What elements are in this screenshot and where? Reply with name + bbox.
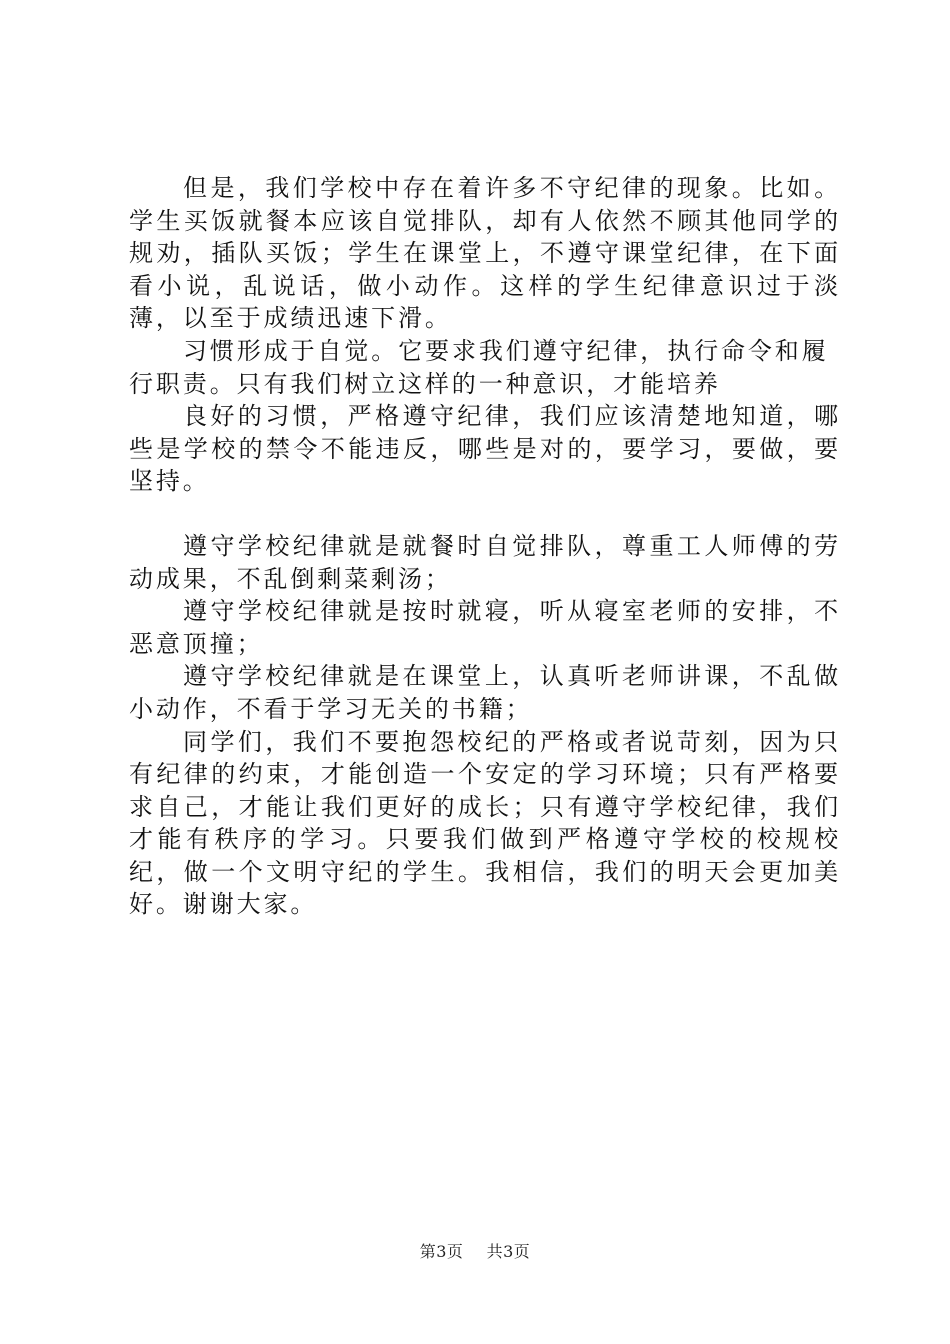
paragraph-2: 习惯形成于自觉。它要求我们遵守纪律，执行命令和履行职责。只有我们树立这样的一种意识，才能培养 (129, 336, 829, 398)
paragraph-6: 遵守学校纪律就是在课堂上，认真听老师讲课，不乱做小动作，不看于学习无关的书籍； (129, 662, 841, 723)
paragraph-4: 遵守学校纪律就是就餐时自觉排队，尊重工人师傅的劳动成果，不乱倒剩菜剩汤； (129, 531, 841, 593)
paragraph-3: 良好的习惯，严格遵守纪律，我们应该清楚地知道，哪些是学校的禁令不能违反，哪些是对的，要学习，要做，要坚持。 (129, 402, 841, 496)
page-footer (0, 1242, 950, 1262)
paragraph-7: 同学们，我们不要抱怨校纪的严格或者说苛刻，因为只有纪律的约束，才能创造一个安定的学习环境；只有严格要求自己，才能让我们更好的成长；只有遵守学校纪律，我们才能有秩序的学习。只要我们做到严格遵守学校的校规校纪，做一个文明守纪的学生。我相信，我们的明天会更加美好。谢谢大家。 (129, 727, 841, 919)
paragraph-5: 遵守学校纪律就是按时就寝，听从寝室老师的安排，不恶意顶撞； (129, 597, 841, 658)
page-number-current: 第3页 (419, 1242, 464, 1261)
page-number-total: 共3页 (486, 1242, 531, 1261)
paragraph-1: 但是，我们学校中存在着许多不守纪律的现象。比如。学生买饭就餐本应该自觉排队，却有人依然不顾其他同学的规劝，插队买饭；学生在课堂上，不遵守课堂纪律，在下面看小说，乱说话，做小动作。这样的学生纪律意识过于淡薄，以至于成绩迅速下滑。 (129, 174, 841, 333)
paragraph-gap (129, 498, 841, 530)
document-body (129, 172, 841, 921)
